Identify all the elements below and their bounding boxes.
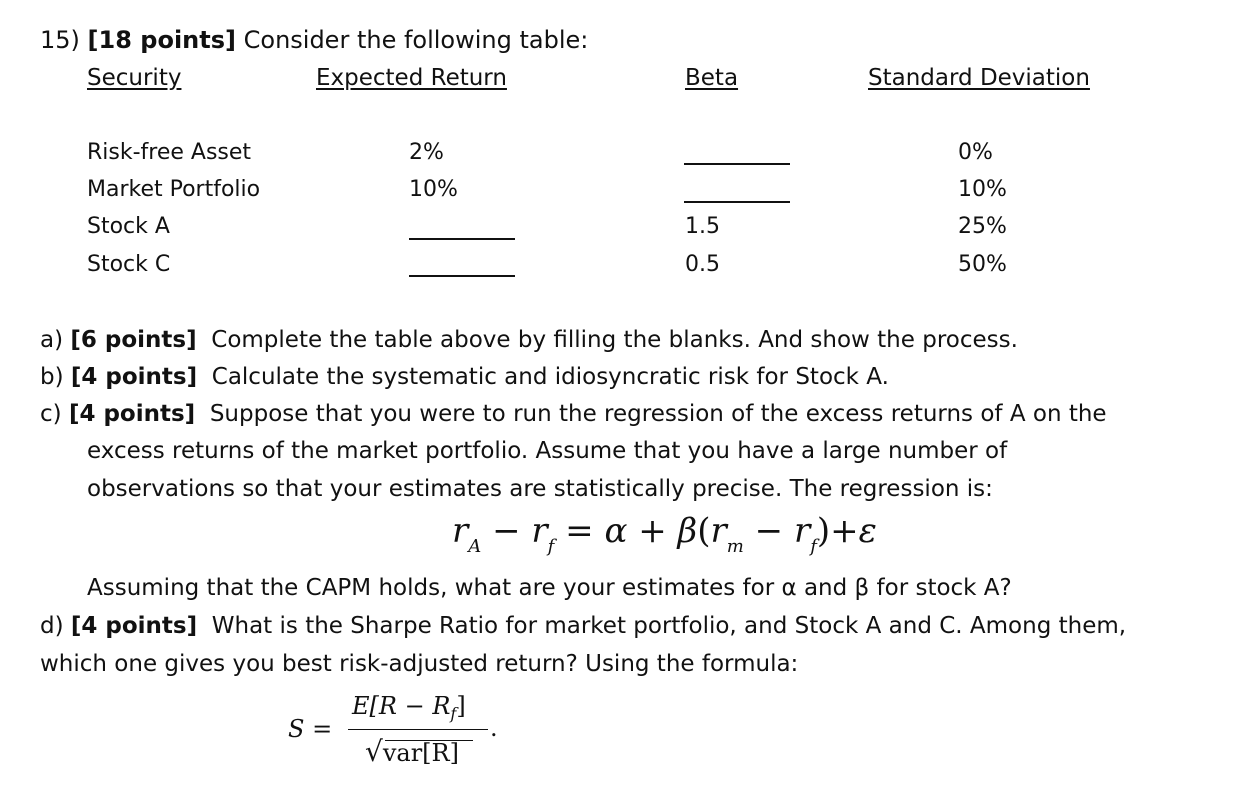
question-header — [40, 28, 588, 52]
part-a-text: Complete the table above by filling the blanks. And show the process. — [211, 327, 1018, 353]
part-c-line3: observations so that your estimates are statistically precise. The regression is: — [87, 476, 993, 502]
table-row-security: Risk-free Asset — [87, 140, 252, 165]
part-c-followup: Assuming that the CAPM holds, what are your estimates for α and β for stock A? — [87, 575, 1012, 601]
part-c-line1 — [40, 403, 1107, 426]
table-row-expected-return: 2% — [409, 140, 444, 165]
header-beta: Beta — [685, 65, 739, 91]
sharpe-numerator: $E[R - R_f]$ — [352, 692, 466, 723]
question-points: [18 points] — [87, 26, 236, 54]
table-row-beta: 0.5 — [685, 252, 720, 277]
part-c-line2: excess returns of the market portfolio. Assume that you have a large number of — [87, 438, 1008, 464]
part-b-label: b) — [40, 364, 64, 390]
table-row-expected-return: 10% — [409, 177, 458, 202]
part-c-label: c) — [40, 401, 62, 427]
table-row-std: 0% — [958, 140, 993, 165]
sharpe-s: S = — [288, 715, 333, 743]
blank-beta-risk-free — [684, 163, 790, 165]
part-d-line2: which one gives you best risk-adjusted return? Using the formula: — [40, 651, 799, 677]
part-a-points: [6 points] — [70, 327, 197, 353]
table-row-std: 10% — [958, 177, 1007, 202]
part-c-text-1: Suppose that you were to run the regression of the excess returns of A on the — [209, 401, 1107, 427]
part-b-text: Calculate the systematic and idiosyncratic risk for Stock A. — [211, 364, 889, 390]
question-intro: Consider the following table: — [243, 26, 589, 54]
part-a-label: a) — [40, 327, 64, 353]
table-row-security: Stock C — [87, 252, 171, 277]
part-d-line1 — [40, 615, 1126, 638]
sub-a: A — [468, 536, 482, 557]
question-number: 15) — [40, 26, 80, 54]
table-row-beta: 1.5 — [685, 214, 720, 239]
table-row-std: 50% — [958, 252, 1007, 277]
regression-equation: $r_A - r_f = \alpha + \beta(r_m - r_f)+\varepsilon$ — [452, 511, 877, 557]
table-row-security: Market Portfolio — [87, 177, 261, 202]
part-c-points: [4 points] — [68, 401, 196, 427]
header-security: Security — [87, 65, 182, 91]
part-d-text-1: What is the Sharpe Ratio for market portfolio, and Stock A and C. Among them, — [211, 613, 1127, 639]
part-b — [40, 366, 889, 389]
part-d-points: [4 points] — [70, 613, 198, 639]
blank-expected-return-stock-c — [409, 275, 515, 277]
part-d-label: d) — [40, 613, 64, 639]
blank-expected-return-stock-a — [409, 238, 515, 240]
sharpe-period: . — [490, 714, 498, 742]
blank-beta-market — [684, 201, 790, 203]
sharpe-fraction-line — [348, 729, 488, 730]
header-standard-deviation: Standard Deviation — [868, 65, 1090, 91]
sqrt-overbar — [385, 740, 473, 741]
table-row-std: 25% — [958, 214, 1007, 239]
header-expected-return: Expected Return — [316, 65, 507, 91]
sub-f: f — [547, 536, 555, 557]
sqrt-icon: √ — [365, 735, 383, 768]
sharpe-denominator: √var[R] — [365, 735, 459, 768]
part-b-points: [4 points] — [70, 364, 198, 390]
table-row-security: Stock A — [87, 214, 170, 239]
part-a — [40, 329, 1018, 352]
